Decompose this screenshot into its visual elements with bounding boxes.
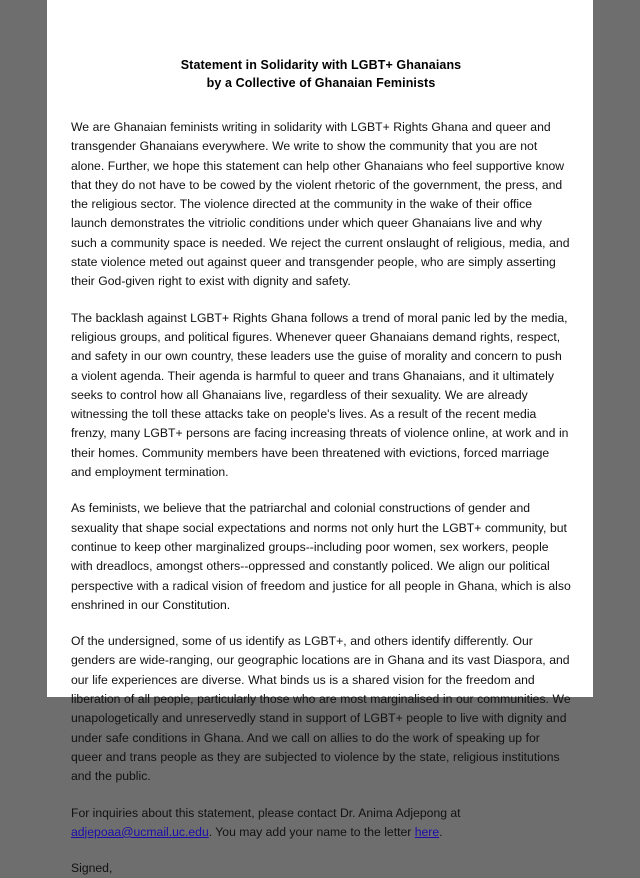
add-name-link[interactable]: here — [414, 824, 440, 839]
paragraph-1: We are Ghanaian feminists writing in solidarity with LGBT+ Rights Ghana and queer and transgender Ghanaians everywhere. We write to show the community that you are not alone. Further, we hope this statement can help other Ghanaians who feel supportive know that they do not have to be cowed by the violent rhetoric of the government, the press, and the religious sector. The violence directed at the community in the wake of their office launch demonstrates the vitriolic conditions under which queer Ghanaians live and why such a community space is needed. We reject the current onslaught of religious, media, and state violence meted out against queer and transgender people, who are simply asserting their God-given right to exist with dignity and safety. — [71, 120, 570, 289]
paragraph-3: As feminists, we believe that the patriarchal and colonial constructions of gender and sexuality that shape social expectations and norms not only hurt the LGBT+ community, but continue to keep other marginalized groups--including poor women, sex workers, people with dreadlocs, amongst others--oppressed and constantly policed. We align our political perspective with a radical vision of freedom and justice for all people in Ghana, which is also enshrined in our Constitution. — [71, 501, 571, 612]
title-line-2: by a Collective of Ghanaian Feminists — [206, 76, 436, 90]
contact-email-link[interactable]: adjepoaa@ucmail.uc.edu — [71, 824, 209, 839]
paragraph-2: The backlash against LGBT+ Rights Ghana follows a trend of moral panic led by the media, religious groups, and political figures. Whenever queer Ghanaians demand rights, respect, and safety in our own country, these leaders use the guise of morality and concern to push a violent agenda. Their agenda is harmful to queer and trans Ghanaians, and it ultimately seeks to control how all Ghanaians live, regardless of their sexuality. We are already witnessing the toll these attacks take on people's lives. As a result of the recent media frenzy, many LGBT+ persons are facing increasing threats of violence online, at work and in their homes. Community members have been threatened with evictions, forced marriage and employment termination. — [71, 310, 569, 480]
document-page — [47, 0, 593, 876]
document-title — [71, 56, 571, 92]
document-body — [47, 0, 593, 878]
inquiry-lead-text: For inquiries about this statement, please contact Dr. Anima Adjepong at — [71, 805, 461, 820]
page-left-margin — [0, 0, 47, 697]
page-right-margin — [593, 0, 640, 697]
signed-label: Signed, — [71, 861, 113, 876]
inquiry-middle-text: . You may add your name to the letter — [208, 824, 415, 839]
paragraph-4: Of the undersigned, some of us identify as LGBT+, and others identify differently. Our genders are wide-ranging, our geographic locations are in Ghana and its vast Diaspora, and our life experiences are diverse. What binds us is a shared vision for the freedom and liberation of all people, particularly those who are most marginalised in our communities. We unapologetically and unreservedly stand in support of LGBT+ people to live with dignity and under safe conditions in Ghana. And we call on allies to do the work of speaking up for queer and trans people as they are subjected to violence by the state, religious institutions and the public. — [71, 634, 571, 784]
inquiry-paragraph — [71, 804, 571, 843]
inquiry-end-text: . — [439, 824, 443, 839]
title-line-1: Statement in Solidarity with LGBT+ Ghanaians — [180, 58, 462, 72]
